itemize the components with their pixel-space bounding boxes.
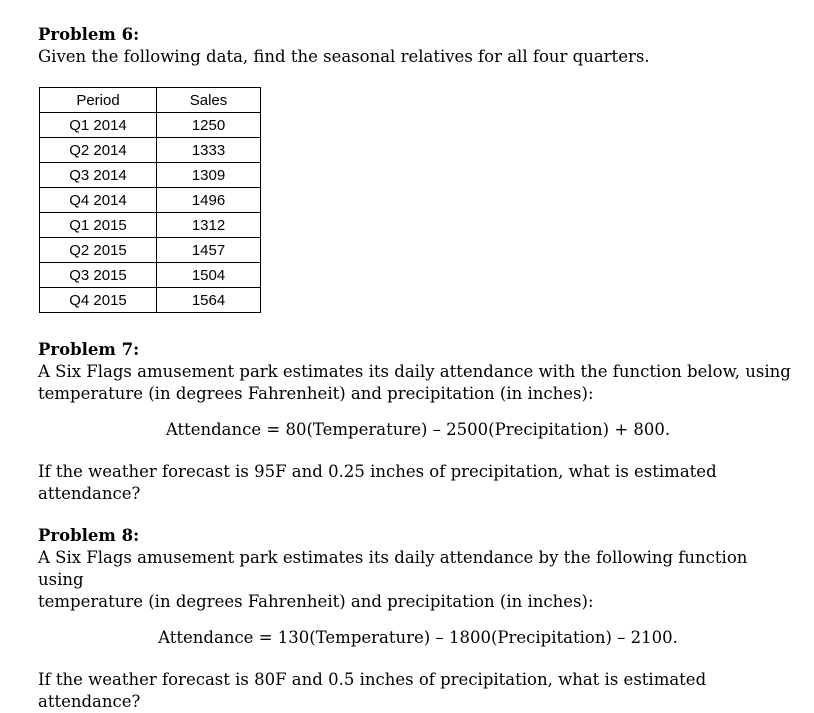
problem-7-line-1: A Six Flags amusement park estimates its daily attendance with the function below, using — [38, 362, 791, 381]
period-cell: Q2 2015 — [40, 238, 157, 263]
table-header-row — [40, 88, 261, 113]
problem-8-formula: Attendance = 130(Temperature) – 1800(Precipitation) – 2100. — [158, 628, 678, 647]
sales-cell: 1309 — [157, 163, 261, 188]
problem-8 — [38, 525, 798, 713]
problem-8-title: Problem 8: — [38, 526, 140, 545]
sales-cell: 1457 — [157, 238, 261, 263]
period-cell: Q1 2014 — [40, 113, 157, 138]
table-row — [40, 163, 261, 188]
sales-cell: 1496 — [157, 188, 261, 213]
period-cell: Q4 2015 — [40, 288, 157, 313]
period-cell: Q3 2015 — [40, 263, 157, 288]
sales-cell: 1564 — [157, 288, 261, 313]
period-cell: Q4 2014 — [40, 188, 157, 213]
header-period: Period — [40, 88, 157, 113]
problem-7 — [38, 339, 798, 505]
table-row — [40, 288, 261, 313]
table-row — [40, 138, 261, 163]
sales-cell: 1312 — [157, 213, 261, 238]
period-cell: Q2 2014 — [40, 138, 157, 163]
table-row — [40, 188, 261, 213]
sales-cell: 1504 — [157, 263, 261, 288]
period-cell: Q3 2014 — [40, 163, 157, 188]
problem-7-question: If the weather forecast is 95F and 0.25 inches of precipitation, what is estimated attendance? — [38, 462, 717, 503]
worksheet-page — [38, 24, 798, 713]
problem-8-line-1: A Six Flags amusement park estimates its daily attendance by the following function using — [38, 548, 748, 589]
problem-6-text: Given the following data, find the seasonal relatives for all four quarters. — [38, 47, 650, 66]
problem-7-title: Problem 7: — [38, 340, 140, 359]
sales-cell: 1250 — [157, 113, 261, 138]
sales-table — [39, 87, 261, 313]
problem-6-title: Problem 6: — [38, 25, 140, 44]
table-row — [40, 113, 261, 138]
header-sales: Sales — [157, 88, 261, 113]
period-cell: Q1 2015 — [40, 213, 157, 238]
sales-cell: 1333 — [157, 138, 261, 163]
problem-8-line-2: temperature (in degrees Fahrenheit) and precipitation (in inches): — [38, 592, 594, 611]
problem-7-formula: Attendance = 80(Temperature) – 2500(Precipitation) + 800. — [165, 420, 671, 439]
problem-8-question: If the weather forecast is 80F and 0.5 inches of precipitation, what is estimated attendance? — [38, 670, 707, 711]
problem-6 — [38, 24, 798, 313]
table-row — [40, 213, 261, 238]
table-row — [40, 238, 261, 263]
table-row — [40, 263, 261, 288]
problem-7-line-2: temperature (in degrees Fahrenheit) and precipitation (in inches): — [38, 384, 594, 403]
